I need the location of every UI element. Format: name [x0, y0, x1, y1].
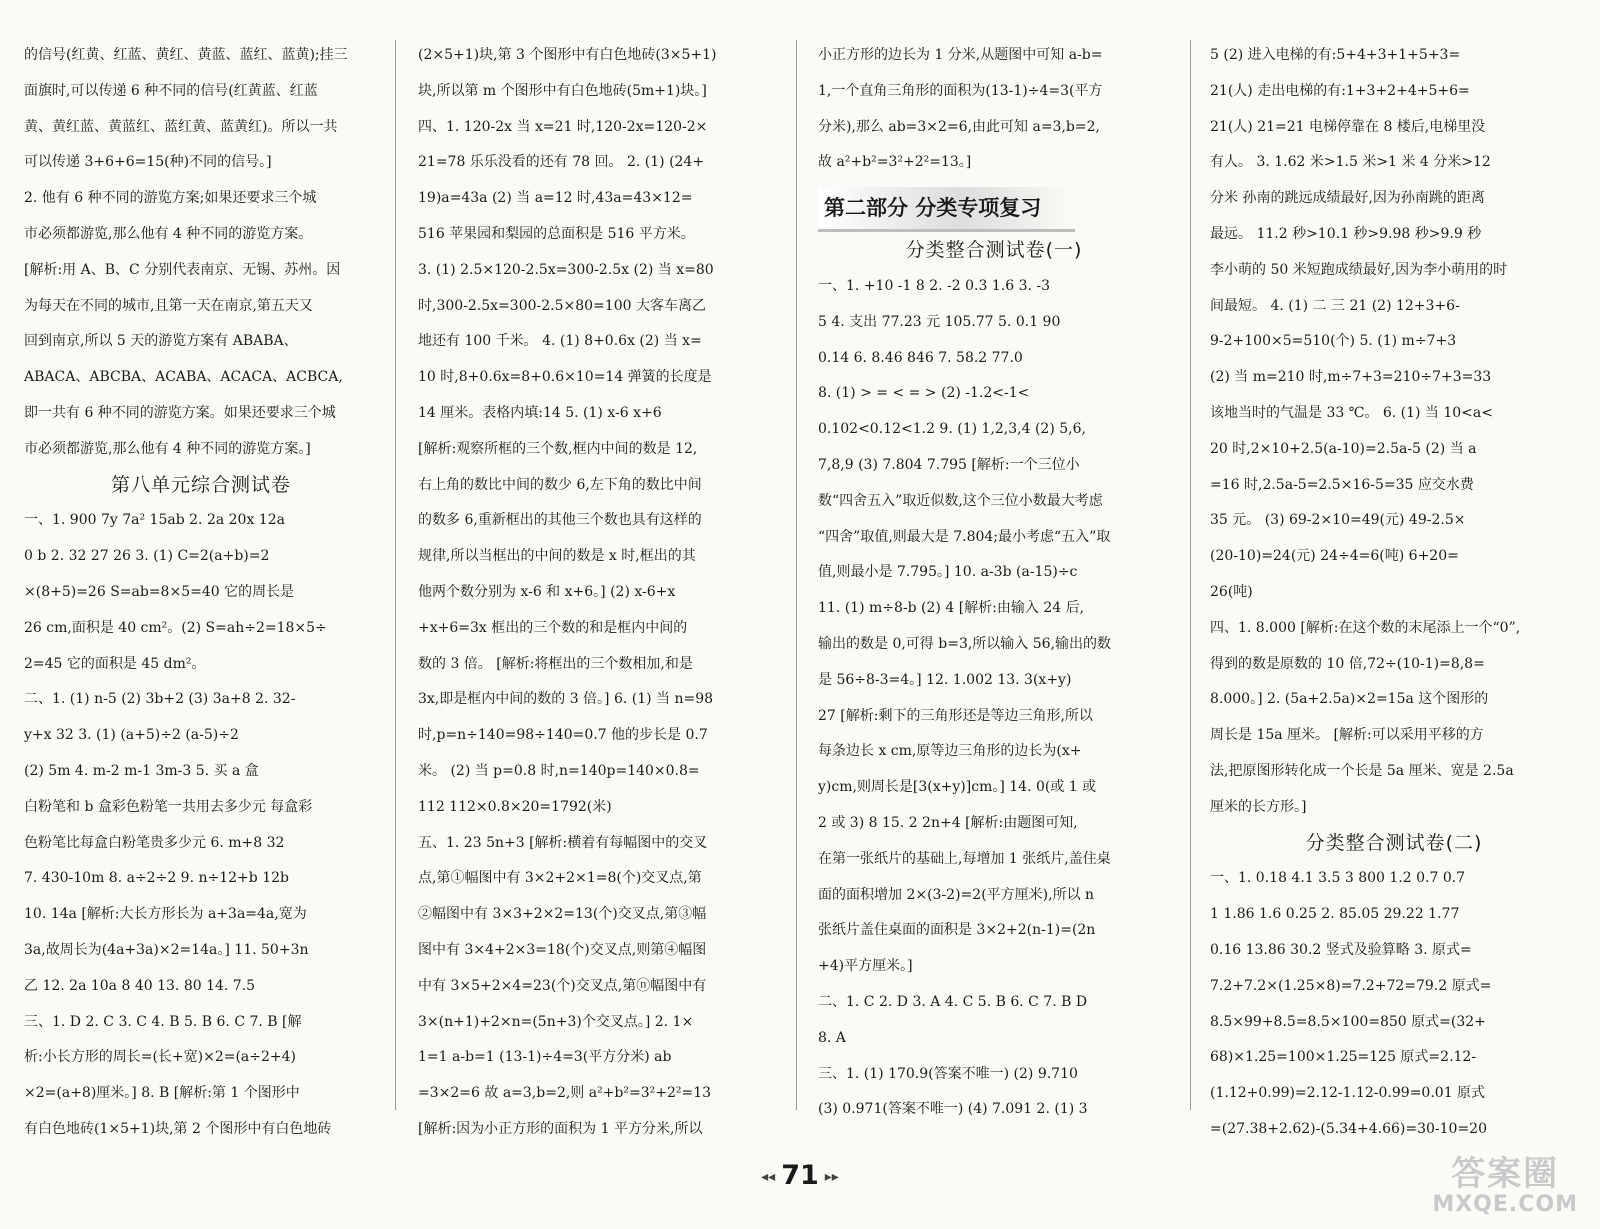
answer-line: 3x,即是框内中间的数的 3 倍。] 6. (1) 当 n=98 — [418, 691, 714, 708]
answer-line: 数的 3 倍。 [解析:将框出的三个数相加,和是 — [418, 655, 693, 672]
answer-line: (2×5+1)块,第 3 个图形中有白色地砖(3×5+1) — [418, 47, 717, 63]
answer-line: 3a,故周长为(4a+3a)×2=14a。] 11. 50+3n — [24, 941, 309, 958]
answer-line: 小正方形的边长为 1 分米,从题图中可知 a-b= — [818, 47, 1103, 63]
answer-line: 分米),那么 ab=3×2=6,由此可知 a=3,b=2, — [818, 118, 1100, 135]
answer-line: 输出的数是 0,可得 b=3,所以输入 56,输出的数 — [818, 635, 1112, 652]
answer-line: 四、1. 8.000 [解析:在这个数的末尾添上一个“0”, — [1210, 619, 1521, 636]
next-page-arrow-icon: ▸▸ — [824, 1168, 839, 1185]
answer-line: 得到的数是原数的 10 倍,72÷(10-1)=8,8= — [1210, 655, 1485, 672]
column-2 — [418, 38, 778, 1137]
answer-line: 0.14 6. 8.46 846 7. 58.2 77.0 — [818, 349, 1023, 366]
answer-line: =16 时,2.5a-5=2.5×16-5=35 应交水费 — [1210, 476, 1474, 493]
answer-line: 三、1. D 2. C 3. C 4. B 5. B 6. C 7. B [解 — [24, 1013, 302, 1030]
answer-line: 厘米的长方形。] — [1210, 798, 1307, 815]
answer-line: [解析:观察所框的三个数,框内中间的数是 12, — [418, 440, 698, 457]
answer-line: 26(吨) — [1210, 583, 1253, 600]
answer-line: 一、1. 0.18 4.1 3.5 3 800 1.2 0.7 0.7 — [1210, 870, 1466, 887]
answer-line: 四、1. 120-2x 当 x=21 时,120-2x=120-2× — [418, 118, 708, 135]
part-banner: 第二部分 分类专项复习 — [818, 187, 1170, 229]
answer-line: 有白色地砖(1×5+1)块,第 2 个图形中有白色地砖 — [24, 1120, 332, 1137]
answer-line: =(27.38+2.62)-(5.34+4.66)=30-10=20 — [1210, 1120, 1487, 1137]
answer-line: 10. 14a [解析:大长方形长为 a+3a=4a,宽为 — [24, 906, 307, 923]
answer-line: +x+6=3x 框出的三个数的和是框内中间的 — [418, 619, 688, 636]
answer-line: 面旗时,可以传递 6 种不同的信号(红黄蓝、红蓝 — [24, 82, 318, 99]
answer-line: 14 厘米。表格内填:14 5. (1) x-6 x+6 — [418, 404, 662, 421]
answer-line: 1,一个直角三角形的面积为(13-1)÷4=3(平方 — [818, 82, 1103, 99]
answer-line: 1 1.86 1.6 0.25 2. 85.05 29.22 1.77 — [1210, 906, 1460, 923]
answer-line: [解析:因为小正方形的面积为 1 平方分米,所以 — [418, 1120, 703, 1137]
page-number: ◂◂ 71 ▸▸ — [761, 1160, 839, 1191]
answer-line: 3×(n+1)+2×n=(5n+3)个交叉点。] 2. 1× — [418, 1013, 694, 1030]
answer-line: 8. A — [818, 1029, 846, 1046]
section-heading: 第八单元综合测试卷 — [110, 473, 291, 496]
answer-line: 1=1 a-b=1 (13-1)÷4=3(平方分米) ab — [418, 1049, 672, 1066]
answer-line: 李小萌的 50 米短跑成绩最好,因为李小萌用的时 — [1210, 261, 1508, 278]
answer-line: 二、1. (1) n-5 (2) 3b+2 (3) 3a+8 2. 32- — [24, 691, 296, 708]
answer-line: 10 时,8+0.6x=8+0.6×10=14 弹簧的长度是 — [418, 369, 712, 386]
answer-line: 市必须都游览,那么他有 4 种不同的游览方案。 — [24, 225, 313, 242]
answer-line: 21=78 乐乐没看的还有 78 回。 2. (1) (24+ — [418, 154, 705, 171]
answer-line: 0 b 2. 32 27 26 3. (1) C=2(a+b)=2 — [24, 548, 270, 565]
answer-line: (20-10)=24(元) 24÷4=6(吨) 6+20= — [1210, 548, 1459, 565]
answer-line: 每条边长 x cm,原等边三角形的边长为(x+ — [818, 743, 1082, 760]
answer-line: 8.000。] 2. (5a+2.5a)×2=15a 这个图形的 — [1210, 691, 1489, 708]
answer-line: 他两个数分别为 x-6 和 x+6。] (2) x-6+x — [418, 583, 676, 600]
answer-line: 一、1. 900 7y 7a² 15ab 2. 2a 20x 12a — [24, 512, 285, 529]
answer-line: 五、1. 23 5n+3 [解析:横着有每幅图中的交叉 — [418, 834, 708, 851]
answer-line: 5 (2) 进入电梯的有:5+4+3+1+5+3= — [1210, 47, 1461, 63]
answer-line: 可以传递 3+6+6=15(种)不同的信号。] — [24, 154, 272, 171]
answer-line: 三、1. (1) 170.9(答案不唯一) (2) 9.710 — [818, 1065, 1078, 1082]
answer-line: ②幅图中有 3×3+2×2=13(个)交叉点,第③幅 — [418, 906, 707, 923]
answer-line: 2. 他有 6 种不同的游览方案;如果还要求三个城 — [24, 190, 317, 207]
answer-line: 9-2+100×5=510(个) 5. (1) m÷7+3 — [1210, 333, 1457, 350]
answer-line: [解析:用 A、B、C 分别代表南京、无锡、苏州。因 — [24, 261, 341, 278]
answer-line: 68)×1.25=100×1.25=125 原式=2.12- — [1210, 1049, 1477, 1066]
answer-line: ×2=(a+8)厘米。] 8. B [解析:第 1 个图形中 — [24, 1085, 300, 1102]
answer-line: 7. 430-10m 8. a÷2÷2 9. n÷12+b 12b — [24, 870, 289, 887]
answer-line: 规律,所以当框出的中间的数是 x 时,框出的其 — [418, 548, 696, 565]
answer-line: y+x 32 3. (1) (a+5)÷2 (a-5)÷2 — [24, 727, 239, 744]
answer-line: 市必须都游览,那么他有 4 种不同的游览方案。] — [24, 440, 311, 457]
answer-line: (2) 当 m=210 时,m÷7+3=210÷7+3=33 — [1210, 369, 1492, 386]
answer-line: 数“四舍五入”取近似数,这个三位小数最大考虑 — [818, 492, 1103, 509]
answer-line: 张纸片盖住桌面的面积是 3×2+2(n-1)=(2n — [818, 922, 1096, 939]
answer-line: ×(8+5)=26 S=ab=8×5=40 它的周长是 — [24, 583, 295, 600]
answer-line: 516 苹果园和梨园的总面积是 516 平方米。 — [418, 225, 695, 242]
answer-line: 7.2+7.2×(1.25×8)=7.2+72=79.2 原式= — [1210, 977, 1492, 994]
answer-line: (1.12+0.99)=2.12-1.12-0.99=0.01 原式 — [1210, 1085, 1486, 1102]
section-heading: 分类整合测试卷(一) — [905, 239, 1083, 262]
answer-line: 8.5×99+8.5=8.5×100=850 原式=(32+ — [1210, 1013, 1486, 1030]
answer-line: 0.102<0.12<1.2 9. (1) 1,2,3,4 (2) 5,6, — [818, 421, 1086, 438]
answer-line: =3×2=6 故 a=3,b=2,则 a²+b²=3²+2²=13 — [418, 1085, 712, 1102]
answer-line: 7,8,9 (3) 7.804 7.795 [解析:一个三位小 — [818, 456, 1080, 473]
answer-line: 0.16 13.86 30.2 竖式及验算略 3. 原式= — [1210, 941, 1472, 958]
answer-line: 11. (1) m÷8-b (2) 4 [解析:由输入 24 后, — [818, 600, 1085, 617]
answer-line: 该地当时的气温是 33 ℃。 6. (1) 当 10<a< — [1210, 404, 1493, 421]
answer-line: “四舍”取值,则最大是 7.804;最小考虑“五入”取 — [818, 528, 1111, 545]
answer-line: 周长是 15a 厘米。 [解析:可以采用平移的方 — [1210, 727, 1484, 744]
answer-line: 有人。 3. 1.62 米>1.5 米>1 米 4 分米>12 — [1210, 154, 1491, 171]
answer-line: 乙 12. 2a 10a 8 40 13. 80 14. 7.5 — [24, 977, 256, 994]
answer-line: 即一共有 6 种不同的游览方案。如果还要求三个城 — [24, 404, 336, 421]
answer-line: 时,p=n÷140=98÷140=0.7 他的步长是 0.7 — [418, 727, 708, 744]
answer-line: 块,所以第 m 个图形中有白色地砖(5m+1)块。] — [418, 82, 707, 99]
prev-page-arrow-icon: ◂◂ — [761, 1168, 776, 1185]
answer-line: 值,则最小是 7.795。] 10. a-3b (a-15)÷c — [818, 564, 1078, 581]
answer-line: ABACA、ABCBA、ACABA、ACACA、ACBCA, — [24, 369, 343, 386]
watermark-logo: 答案圈 MXQE.COM — [1432, 1154, 1578, 1217]
answer-line: 为每天在不同的城市,且第一天在南京,第五天又 — [24, 297, 313, 314]
answer-line: 回到南京,所以 5 天的游览方案有 ABABA、 — [24, 333, 298, 350]
column-1 — [24, 38, 378, 1137]
answer-line: 中有 3×5+2×4=23(个)交叉点,第ⓝ幅图中有 — [418, 977, 707, 994]
answer-line: 点,第①幅图中有 3×2+2×1=8(个)交叉点,第 — [418, 870, 702, 887]
answer-line: 故 a²+b²=3²+2²=13。] — [818, 154, 972, 171]
answer-line: 二、1. C 2. D 3. A 4. C 5. B 6. C 7. B D — [818, 993, 1088, 1010]
answer-line: 20 时,2×10+2.5(a-10)=2.5a-5 (2) 当 a — [1210, 440, 1477, 457]
answer-line: 图中有 3×4+2×3=18(个)交叉点,则第④幅图 — [418, 941, 707, 958]
answer-line: 面的面积增加 2×(3-2)=2(平方厘米),所以 n — [818, 886, 1095, 903]
answer-line: (3) 0.971(答案不唯一) (4) 7.091 2. (1) 3 — [818, 1101, 1088, 1118]
answer-line: 35 元。 (3) 69-2×10=49(元) 49-2.5× — [1210, 512, 1466, 529]
answer-line: +4)平方厘米。] — [818, 958, 913, 975]
answer-line: 19)a=43a (2) 当 a=12 时,43a=43×12= — [418, 190, 693, 207]
answer-line: 27 [解析:剩下的三角形还是等边三角形,所以 — [818, 707, 1093, 724]
answer-line: 地还有 100 千米。 4. (1) 8+0.6x (2) 当 x= — [418, 333, 702, 350]
answer-line: 分米 孙南的跳远成绩最好,因为孙南跳的距离 — [1210, 190, 1485, 207]
answer-line: 右上角的数比中间的数少 6,左下角的数比中间 — [418, 476, 702, 493]
column-4 — [1210, 38, 1578, 1137]
column-3 — [818, 38, 1170, 1118]
answer-line: 色粉笔比每盒白粉笔贵多少元 6. m+8 32 — [24, 834, 285, 851]
answer-line: 5 4. 支出 77.23 元 105.77 5. 0.1 90 — [818, 313, 1061, 330]
answer-line: 是 56÷8-3=4。] 12. 1.002 13. 3(x+y) — [818, 671, 1072, 688]
answer-line: 时,300-2.5x=300-2.5×80=100 大客车离乙 — [418, 297, 706, 314]
answer-line: 析:小长方形的周长=(长+宽)×2=(a÷2+4) — [24, 1049, 297, 1066]
answer-line: 的信号(红黄、红蓝、黄红、黄蓝、蓝红、蓝黄);挂三 — [24, 47, 348, 63]
answer-line: 在第一张纸片的基础上,每增加 1 张纸片,盖住桌 — [818, 850, 1111, 867]
answer-line: 最远。 11.2 秒>10.1 秒>9.98 秒>9.9 秒 — [1210, 225, 1482, 242]
answer-line: 21(人) 走出电梯的有:1+3+2+4+5+6= — [1210, 82, 1470, 99]
answer-line: 法,把原图形转化成一个长是 5a 厘米、宽是 2.5a — [1210, 762, 1514, 779]
column-divider — [395, 40, 396, 1110]
answer-line: 间最短。 4. (1) 二 三 21 (2) 12+3+6- — [1210, 297, 1460, 314]
answer-line: 黄、黄红蓝、黄蓝红、蓝红黄、蓝黄红)。所以一共 — [24, 118, 338, 135]
section-heading: 分类整合测试卷(二) — [1305, 831, 1483, 854]
answer-line: 21(人) 21=21 电梯停靠在 8 楼后,电梯里没 — [1210, 118, 1486, 135]
column-divider — [796, 40, 797, 1110]
answer-line: 的数多 6,重新框出的其他三个数也具有这样的 — [418, 512, 702, 529]
answer-line: 112 112×0.8×20=1792(米) — [418, 798, 612, 815]
answer-line: (2) 5m 4. m-2 m-1 3m-3 5. 买 a 盒 — [24, 762, 259, 779]
answer-line: 3. (1) 2.5×120-2.5x=300-2.5x (2) 当 x=80 — [418, 261, 714, 278]
answer-line: 2 或 3) 8 15. 2 2n+4 [解析:由题图可知, — [818, 814, 1078, 831]
column-divider — [1190, 40, 1191, 1110]
answer-line: 白粉笔和 b 盒彩色粉笔一共用去多少元 每盒彩 — [24, 798, 313, 815]
answer-line: y)cm,则周长是[3(x+y)]cm。] 14. 0(或 1 或 — [818, 779, 1097, 796]
answer-line: 8. (1) > = < = > (2) -1.2<-1< — [818, 385, 1030, 402]
answer-line: 米。 (2) 当 p=0.8 时,n=140p=140×0.8= — [418, 762, 700, 779]
answer-line: 26 cm,面积是 40 cm²。(2) S=ah÷2=18×5÷ — [24, 619, 327, 636]
answer-line: 一、1. +10 -1 8 2. -2 0.3 1.6 3. -3 — [818, 277, 1051, 294]
answer-line: 2=45 它的面积是 45 dm²。 — [24, 655, 206, 672]
